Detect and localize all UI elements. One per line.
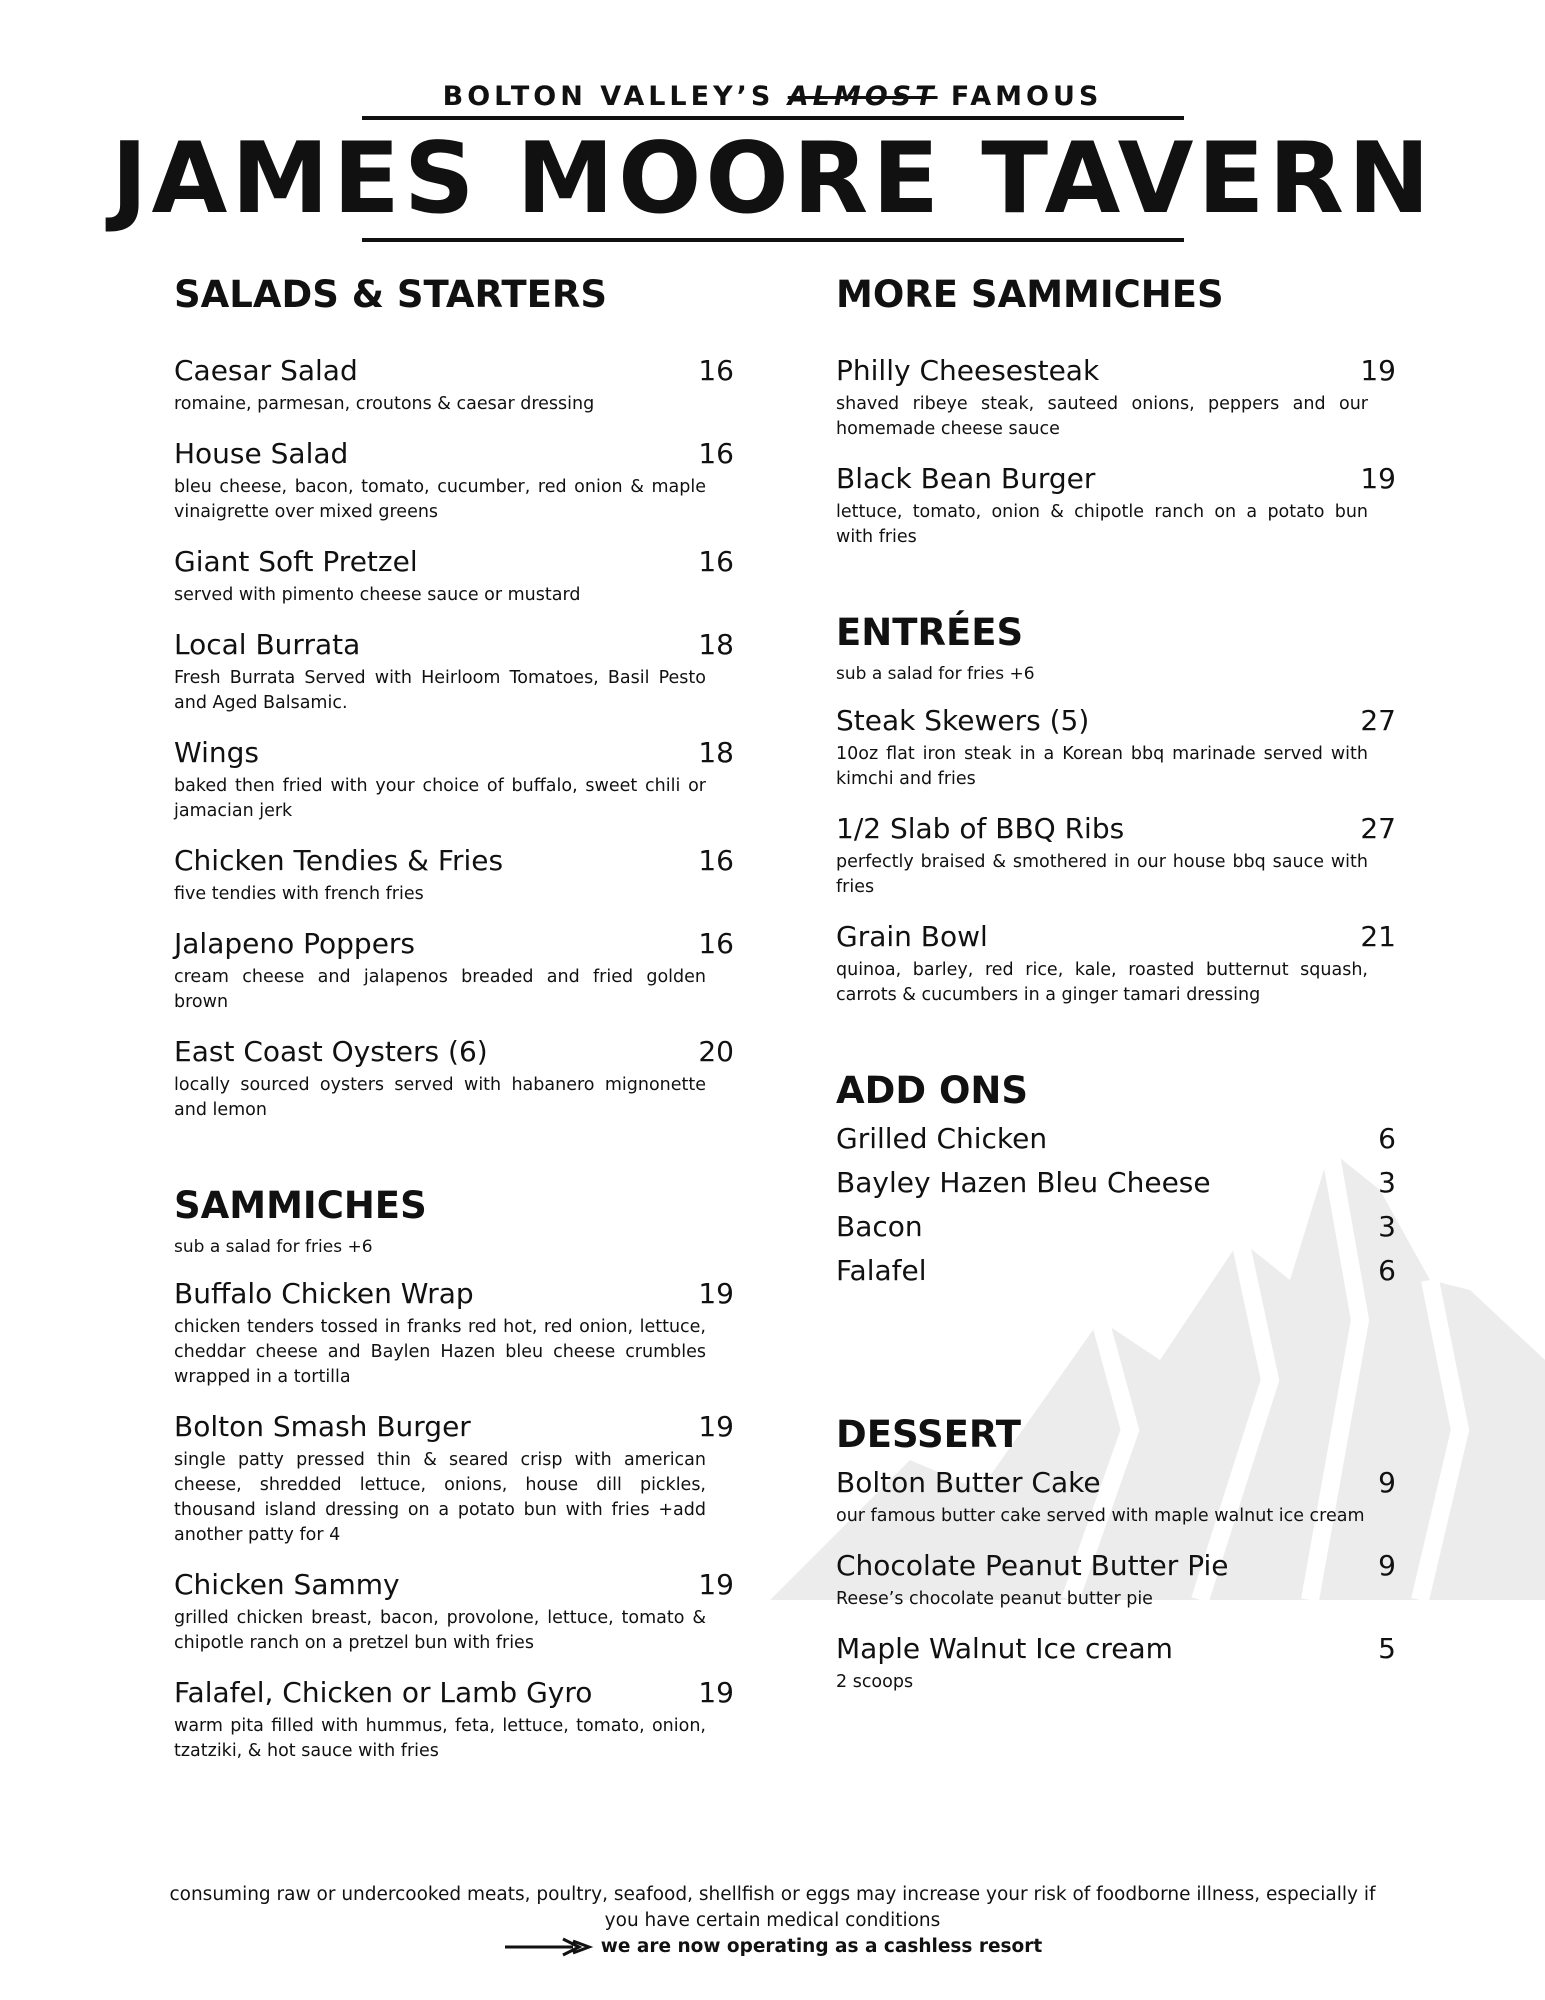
- menu-item-name: Bayley Hazen Bleu Cheese: [836, 1166, 1211, 1199]
- menu-item-description: bleu cheese, bacon, tomato, cucumber, red onion & maple vinaigrette over mixed greens: [174, 477, 706, 522]
- menu-item-row: [836, 1164, 1396, 1202]
- menu-item-name: Local Burrata: [174, 628, 361, 661]
- section-more-sammiches: [836, 270, 1396, 550]
- tagline-strikethrough: ALMOST: [787, 81, 938, 112]
- section-sammiches: [174, 1181, 734, 1764]
- addon-item: [836, 1208, 1396, 1246]
- menu-item-description: Fresh Burrata Served with Heirloom Tomatoes, Basil Pesto and Aged Balsamic.: [174, 668, 706, 713]
- right-column: [836, 270, 1396, 1753]
- menu-item: [836, 1547, 1396, 1612]
- section-note: sub a salad for fries +6: [836, 664, 1035, 684]
- menu-item-price: 19: [698, 1277, 734, 1310]
- menu-item-price: 18: [698, 628, 734, 661]
- menu-item: [174, 1275, 734, 1390]
- section-title: DESSERT: [836, 1413, 1021, 1456]
- menu-item: [174, 626, 734, 716]
- menu-item-row: [174, 842, 734, 880]
- menu-item: [836, 810, 1396, 900]
- section-title: ADD ONS: [836, 1069, 1029, 1112]
- menu-item-price: 6: [1378, 1122, 1396, 1155]
- section-title: SALADS & STARTERS: [174, 273, 608, 316]
- menu-item-price: 19: [698, 1410, 734, 1443]
- menu-item: [836, 918, 1396, 1008]
- restaurant-title: JAMES MOORE TAVERN: [111, 122, 1434, 236]
- menu-item-price: 16: [698, 437, 734, 470]
- menu-item-row: [174, 1566, 734, 1604]
- menu-item-row: [174, 352, 734, 390]
- menu-item-name: Chocolate Peanut Butter Pie: [836, 1549, 1229, 1582]
- menu-item: [174, 1033, 734, 1123]
- menu-item: [836, 702, 1396, 792]
- menu-item-row: [174, 1408, 734, 1446]
- menu-item-name: Black Bean Burger: [836, 462, 1096, 495]
- menu-item-description: baked then fried with your choice of buffalo, sweet chili or jamacian jerk: [174, 776, 706, 821]
- menu-item-row: [174, 1275, 734, 1313]
- menu-item-row: [836, 1208, 1396, 1246]
- menu-item-row: [836, 352, 1396, 390]
- menu-item: [174, 1674, 734, 1764]
- menu-item-price: 3: [1378, 1210, 1396, 1243]
- menu-item-row: [836, 1630, 1396, 1668]
- menu-item: [836, 352, 1396, 442]
- menu-item-row: [836, 918, 1396, 956]
- menu-item-name: Steak Skewers (5): [836, 704, 1090, 737]
- addon-item: [836, 1120, 1396, 1158]
- menu-item: [174, 1566, 734, 1656]
- addon-item: [836, 1164, 1396, 1202]
- menu-item-name: Caesar Salad: [174, 354, 358, 387]
- menu-item-name: Wings: [174, 736, 259, 769]
- menu-item-row: [836, 460, 1396, 498]
- menu-item-price: 20: [698, 1035, 734, 1068]
- menu-item: [836, 1630, 1396, 1695]
- menu-item-name: 1/2 Slab of BBQ Ribs: [836, 812, 1125, 845]
- header-rule-bottom: [362, 238, 1184, 242]
- menu-item-name: Philly Cheesesteak: [836, 354, 1100, 387]
- menu-item-description: chicken tenders tossed in franks red hot, red onion, lettuce, cheddar cheese and Baylen Hazen bleu cheese crumbles wrapped in a tortilla: [174, 1317, 706, 1387]
- section-title: SAMMICHES: [174, 1184, 427, 1227]
- menu-item-row: [174, 734, 734, 772]
- menu-item-row: [174, 1033, 734, 1071]
- menu-item-price: 3: [1378, 1166, 1396, 1199]
- menu-item-row: [836, 810, 1396, 848]
- menu-item-description: lettuce, tomato, onion & chipotle ranch on a potato bun with fries: [836, 502, 1368, 547]
- menu-item-row: [836, 1252, 1396, 1290]
- menu-item-price: 16: [698, 354, 734, 387]
- menu-item-description: romaine, parmesan, croutons & caesar dressing: [174, 394, 595, 414]
- menu-item-price: 27: [1360, 812, 1396, 845]
- menu-item-name: Buffalo Chicken Wrap: [174, 1277, 474, 1310]
- cashless-text: we are now operating as a cashless resort: [600, 1936, 1043, 1957]
- menu-item-description: five tendies with french fries: [174, 884, 424, 904]
- menu-item: [174, 925, 734, 1015]
- menu-item-name: Bolton Butter Cake: [836, 1466, 1101, 1499]
- section-note: sub a salad for fries +6: [174, 1237, 373, 1257]
- left-column: [174, 270, 734, 1822]
- menu-item-price: 5: [1378, 1632, 1396, 1665]
- menu-item-price: 21: [1360, 920, 1396, 953]
- menu-item-row: [174, 1674, 734, 1712]
- menu-item-name: Falafel, Chicken or Lamb Gyro: [174, 1676, 593, 1709]
- menu-item-price: 16: [698, 844, 734, 877]
- menu-item-row: [174, 543, 734, 581]
- menu-item: [174, 543, 734, 608]
- menu-item: [174, 352, 734, 417]
- section-salads: [174, 270, 734, 1123]
- menu-item-price: 9: [1378, 1466, 1396, 1499]
- menu-item-price: 6: [1378, 1254, 1396, 1287]
- menu-item-price: 18: [698, 736, 734, 769]
- menu-item: [836, 460, 1396, 550]
- menu-item-description: 10oz flat iron steak in a Korean bbq marinade served with kimchi and fries: [836, 744, 1368, 789]
- menu-item-name: Bolton Smash Burger: [174, 1410, 471, 1443]
- cashless-notice: [503, 1934, 1042, 1960]
- section-title: ENTRÉES: [836, 611, 1024, 654]
- menu-item-price: 19: [698, 1676, 734, 1709]
- menu-item-description: Reese’s chocolate peanut butter pie: [836, 1589, 1153, 1609]
- menu-item-description: cream cheese and jalapenos breaded and fried golden brown: [174, 967, 706, 1012]
- section-addons: [836, 1066, 1396, 1290]
- menu-item-row: [174, 435, 734, 473]
- menu-item-description: shaved ribeye steak, sauteed onions, peppers and our homemade cheese sauce: [836, 394, 1368, 439]
- menu-item-row: [836, 1547, 1396, 1585]
- menu-item-price: 9: [1378, 1549, 1396, 1582]
- menu-item-price: 16: [698, 545, 734, 578]
- addon-item: [836, 1252, 1396, 1290]
- menu-item-name: East Coast Oysters (6): [174, 1035, 488, 1068]
- arrow-icon: [503, 1936, 595, 1958]
- menu-item-name: Bacon: [836, 1210, 923, 1243]
- footer: [150, 1882, 1395, 1966]
- menu-item-price: 16: [698, 927, 734, 960]
- section-title: MORE SAMMICHES: [836, 273, 1224, 316]
- menu-item-row: [836, 702, 1396, 740]
- menu-item: [174, 734, 734, 824]
- menu-item-name: Falafel: [836, 1254, 927, 1287]
- menu-item-description: single patty pressed thin & seared crisp with american cheese, shredded lettuce, onions, house dill pickles, thousand island dressing on a potato bun with fries +add another patty for 4: [174, 1450, 706, 1545]
- menu-item-name: Chicken Sammy: [174, 1568, 400, 1601]
- menu-item-price: 19: [1360, 462, 1396, 495]
- menu-item-row: [174, 626, 734, 664]
- menu-item-row: [836, 1464, 1396, 1502]
- food-safety-warning: consuming raw or undercooked meats, poultry, seafood, shellfish or eggs may increase your risk of foodborne illness, especially if you have certain medical conditions: [169, 1884, 1376, 1931]
- menu-item-name: Giant Soft Pretzel: [174, 545, 418, 578]
- menu-item-description: quinoa, barley, red rice, kale, roasted butternut squash, carrots & cucumbers in a ginger tamari dressing: [836, 960, 1368, 1005]
- menu-item-description: warm pita filled with hummus, feta, lettuce, tomato, onion, tzatziki, & hot sauce with fries: [174, 1716, 706, 1761]
- menu-item: [174, 435, 734, 525]
- menu-item-description: grilled chicken breast, bacon, provolone, lettuce, tomato & chipotle ranch on a pretzel bun with fries: [174, 1608, 706, 1653]
- menu-item-row: [836, 1120, 1396, 1158]
- menu-item-name: Grain Bowl: [836, 920, 988, 953]
- menu-item-name: Maple Walnut Ice cream: [836, 1632, 1173, 1665]
- menu-item-name: Grilled Chicken: [836, 1122, 1048, 1155]
- menu-item-price: 27: [1360, 704, 1396, 737]
- menu-item-name: House Salad: [174, 437, 349, 470]
- menu-item-name: Jalapeno Poppers: [174, 927, 416, 960]
- tagline: BOLTON VALLEY’S ALMOST FAMOUS: [442, 81, 1103, 112]
- section-entrees: [836, 608, 1396, 1008]
- section-dessert: [836, 1410, 1396, 1695]
- menu-item: [836, 1464, 1396, 1529]
- menu-item-price: 19: [1360, 354, 1396, 387]
- menu-item-description: 2 scoops: [836, 1672, 914, 1692]
- menu-item-description: perfectly braised & smothered in our house bbq sauce with fries: [836, 852, 1368, 897]
- menu-item-row: [174, 925, 734, 963]
- menu-item-description: locally sourced oysters served with habanero mignonette and lemon: [174, 1075, 706, 1120]
- menu-item-description: served with pimento cheese sauce or mustard: [174, 585, 581, 605]
- menu-item-name: Chicken Tendies & Fries: [174, 844, 504, 877]
- menu-item-price: 19: [698, 1568, 734, 1601]
- menu-item-description: our famous butter cake served with maple walnut ice cream: [836, 1506, 1365, 1526]
- menu-item: [174, 842, 734, 907]
- menu-header: [0, 78, 1545, 242]
- menu-item: [174, 1408, 734, 1548]
